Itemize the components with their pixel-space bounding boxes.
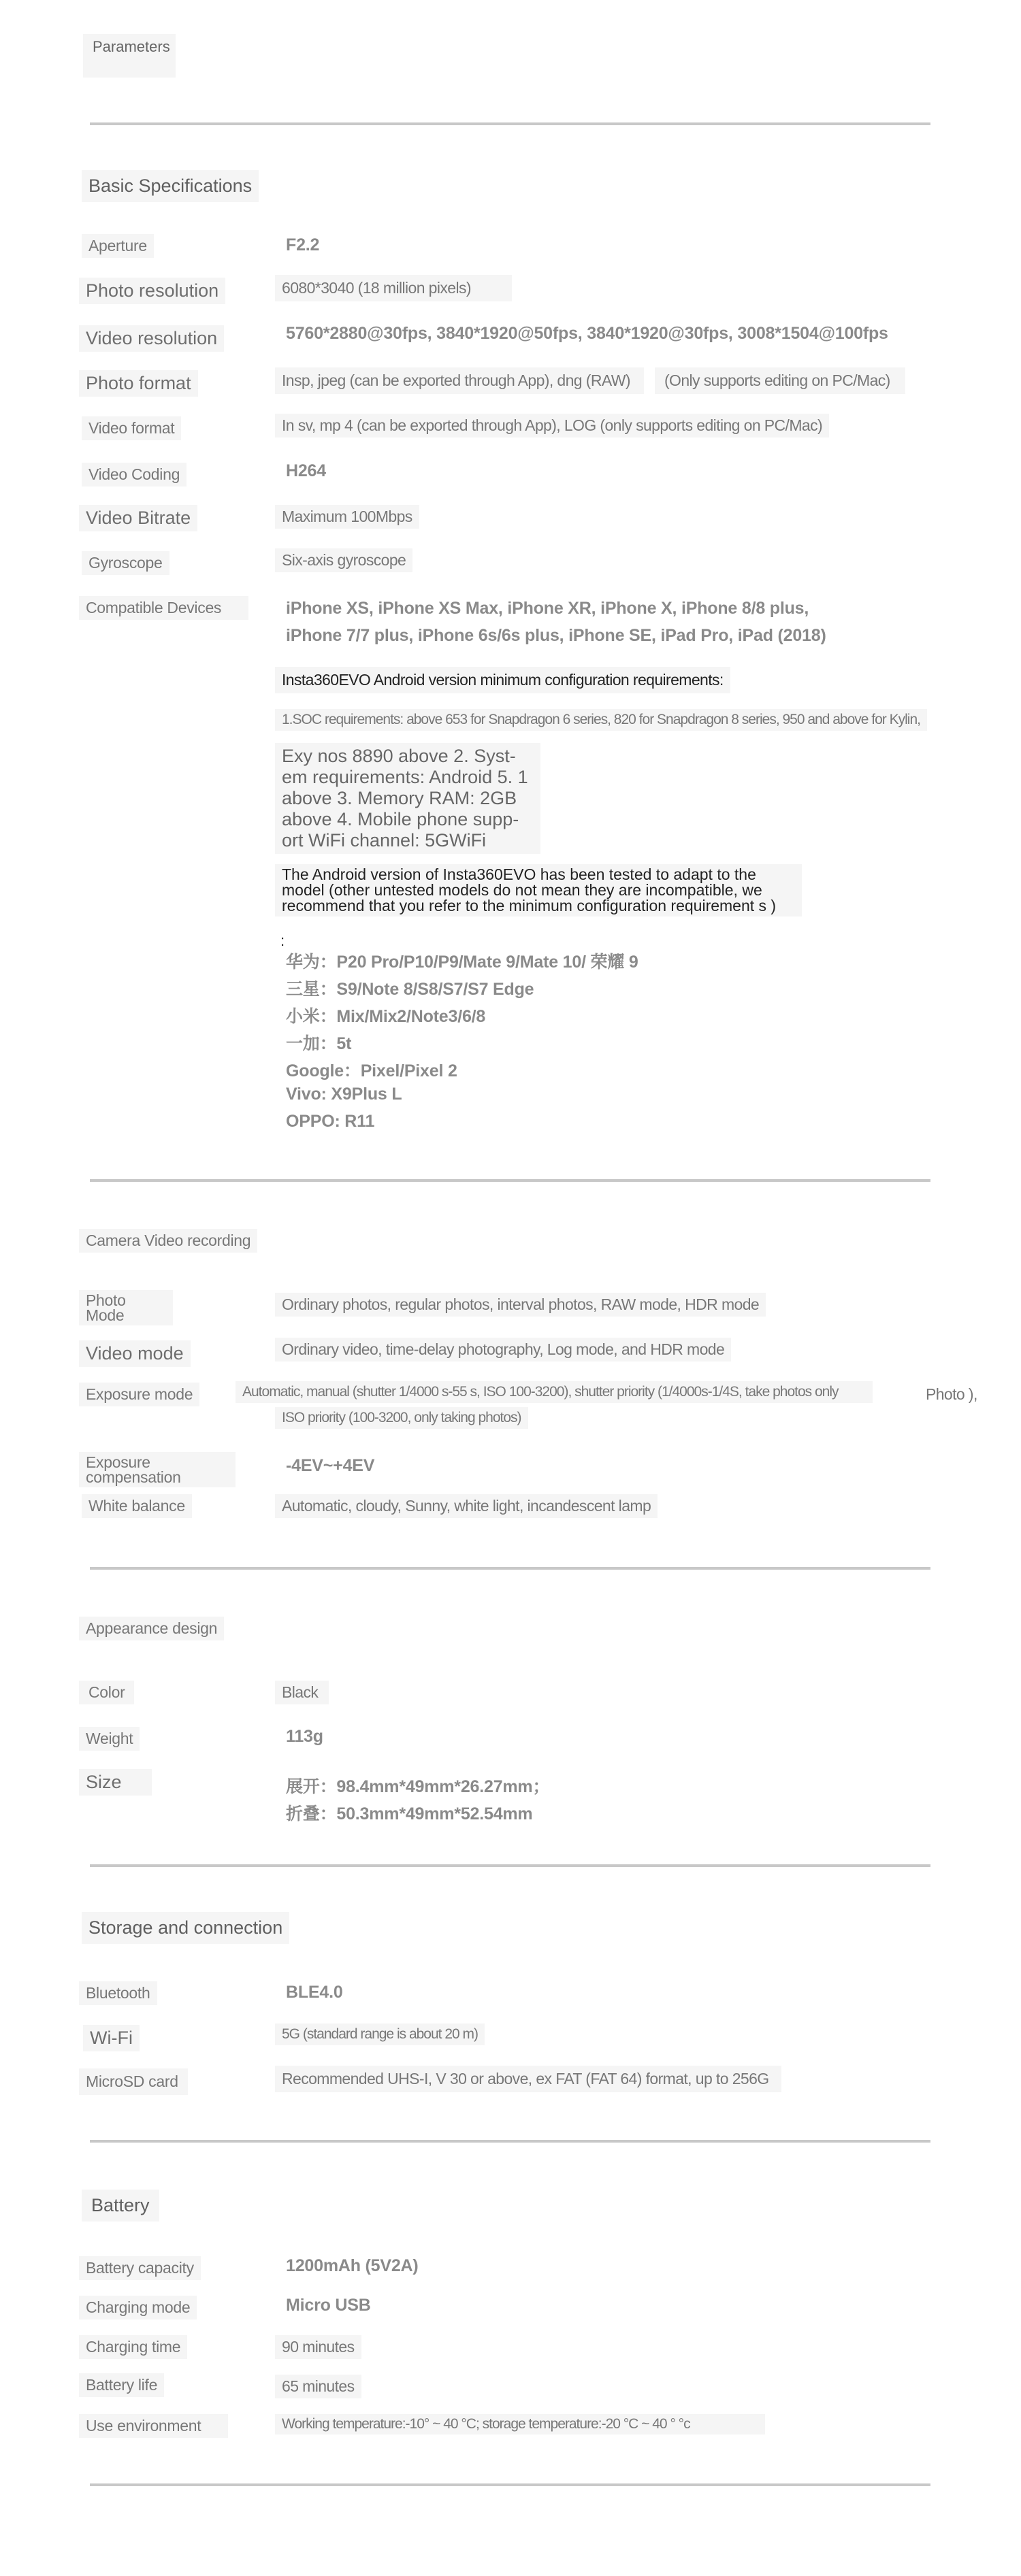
bluetooth-label: Bluetooth <box>79 1981 157 2005</box>
size-folded-value: 折叠：50.3mm*49mm*52.54mm <box>286 1804 533 1823</box>
model-list-item: 华为：P20 Pro/P10/P9/Mate 9/Mate 10/ 荣耀 9 <box>286 953 638 972</box>
microsd-value: Recommended UHS-I, V 30 or above, ex FAT (FAT 64) format, up to 256G <box>275 2066 781 2092</box>
divider <box>90 2483 930 2486</box>
section-title-storage: Storage and connection <box>82 1912 289 1944</box>
video-mode-label: Video mode <box>79 1340 191 1367</box>
android-system-requirements: Exy nos 8890 above 2. Syst- em requirements: Android 5. 1 above 3. Memory RAM: 2GB above 4. Mobile phone supp- ort WiFi channel: 5GWiFi <box>275 743 540 854</box>
wifi-label: Wi-Fi <box>83 2025 140 2051</box>
model-list-item: Google：Pixel/Pixel 2 <box>286 1061 457 1080</box>
ios-devices-line-1: iPhone XS, iPhone XS Max, iPhone XR, iPhone X, iPhone 8/8 plus, <box>286 599 809 618</box>
section-title-appearance: Appearance design <box>79 1617 224 1640</box>
exposure-mode-label: Exposure mode <box>79 1383 199 1406</box>
divider <box>90 122 930 125</box>
aperture-label: Aperture <box>82 234 154 258</box>
exposure-mode-value-line-2: ISO priority (100-3200, only taking photos) <box>275 1407 528 1429</box>
video-format-label: Video format <box>82 416 181 440</box>
video-format-value: In sv, mp 4 (can be exported through App), LOG (only supports editing on PC/Mac) <box>275 414 829 437</box>
battery-life-value: 65 minutes <box>275 2375 361 2398</box>
video-bitrate-value: Maximum 100Mbps <box>275 505 419 529</box>
photo-format-note: (Only supports editing on PC/Mac) <box>655 367 905 394</box>
video-coding-label: Video Coding <box>82 463 187 486</box>
charging-mode-value: Micro USB <box>286 2296 371 2315</box>
photo-mode-value: Ordinary photos, regular photos, interval photos, RAW mode, HDR mode <box>275 1293 766 1317</box>
gyroscope-label: Gyroscope <box>82 551 169 575</box>
divider <box>90 1864 930 1867</box>
parameters-tab[interactable]: Parameters <box>83 34 176 78</box>
android-soc-requirements: 1.SOC requirements: above 653 for Snapdragon 6 series, 820 for Snapdragon 8 series, 950 and above for Kylin, <box>275 709 927 731</box>
photo-mode-label: Photo Mode <box>79 1290 173 1325</box>
use-environment-value: Working temperature:-10° ~ 40 °C; storage temperature:-20 °C ~ 40 ° °c <box>275 2414 765 2434</box>
android-tested-note: The Android version of Insta360EVO has been tested to adapt to the model (other untested models do not mean they are incompatible, we recommend that you refer to the minimum configuration requirement s ) <box>275 864 802 917</box>
android-requirements-title: Insta360EVO Android version minimum configuration requirements: <box>275 667 730 693</box>
compatible-devices-label: Compatible Devices <box>79 596 248 620</box>
video-mode-value: Ordinary video, time-delay photography, Log mode, and HDR mode <box>275 1338 731 1361</box>
model-list-item: OPPO: R11 <box>286 1112 375 1131</box>
photo-resolution-label: Photo resolution <box>79 278 225 304</box>
ios-devices-line-2: iPhone 7/7 plus, iPhone 6s/6s plus, iPhone SE, iPad Pro, iPad (2018) <box>286 626 826 645</box>
battery-capacity-label: Battery capacity <box>79 2256 201 2280</box>
video-coding-value: H264 <box>286 461 326 480</box>
weight-value: 113g <box>286 1727 323 1746</box>
model-list-item: 三星：S9/Note 8/S8/S7/S7 Edge <box>286 980 534 999</box>
model-list-item: Vivo: X9Plus L <box>286 1085 402 1104</box>
bluetooth-value: BLE4.0 <box>286 1983 343 2002</box>
microsd-label: MicroSD card <box>79 2068 188 2095</box>
divider <box>90 1179 930 1182</box>
size-unfolded-value: 展开：98.4mm*49mm*26.27mm； <box>286 1777 550 1796</box>
color-value: Black <box>275 1681 329 1704</box>
photo-format-value: Insp, jpeg (can be exported through App), dng (RAW) <box>275 367 644 394</box>
charging-mode-label: Charging mode <box>79 2296 197 2319</box>
charging-time-value: 90 minutes <box>275 2335 361 2359</box>
exposure-mode-value: Automatic, manual (shutter 1/4000 s-55 s, ISO 100-3200), shutter priority (1/4000s-1/4S, take photos only <box>236 1381 873 1403</box>
divider <box>90 2140 930 2143</box>
battery-capacity-value: 1200mAh (5V2A) <box>286 2256 419 2275</box>
model-list-item: 一加：5t <box>286 1034 352 1053</box>
photo-format-label: Photo format <box>79 370 198 397</box>
white-balance-label: White balance <box>82 1494 192 1518</box>
divider <box>90 1567 930 1570</box>
section-title-basic: Basic Specifications <box>82 170 259 202</box>
aperture-value: F2.2 <box>286 235 320 254</box>
section-title-battery: Battery <box>82 2190 159 2222</box>
android-colon: : <box>280 932 285 949</box>
white-balance-value: Automatic, cloudy, Sunny, white light, incandescent lamp <box>275 1494 658 1518</box>
gyroscope-value: Six-axis gyroscope <box>275 548 412 572</box>
battery-life-label: Battery life <box>79 2373 164 2397</box>
exposure-mode-tail: Photo ), <box>926 1385 977 1403</box>
video-resolution-label: Video resolution <box>79 325 224 352</box>
model-list-item: 小米：Mix/Mix2/Note3/6/8 <box>286 1007 486 1026</box>
weight-label: Weight <box>79 1727 140 1751</box>
use-environment-label: Use environment <box>79 2414 228 2438</box>
color-label: Color <box>79 1681 134 1704</box>
size-label: Size <box>79 1769 152 1796</box>
exposure-compensation-value: -4EV~+4EV <box>286 1456 375 1475</box>
video-resolution-value: 5760*2880@30fps, 3840*1920@50fps, 3840*1920@30fps, 3008*1504@100fps <box>286 324 888 343</box>
section-title-camera: Camera Video recording <box>79 1229 257 1253</box>
wifi-value: 5G (standard range is about 20 m) <box>275 2024 485 2045</box>
exposure-compensation-label: Exposure compensation <box>79 1452 236 1487</box>
charging-time-label: Charging time <box>79 2335 187 2359</box>
video-bitrate-label: Video Bitrate <box>79 505 197 531</box>
photo-resolution-value: 6080*3040 (18 million pixels) <box>275 275 512 301</box>
